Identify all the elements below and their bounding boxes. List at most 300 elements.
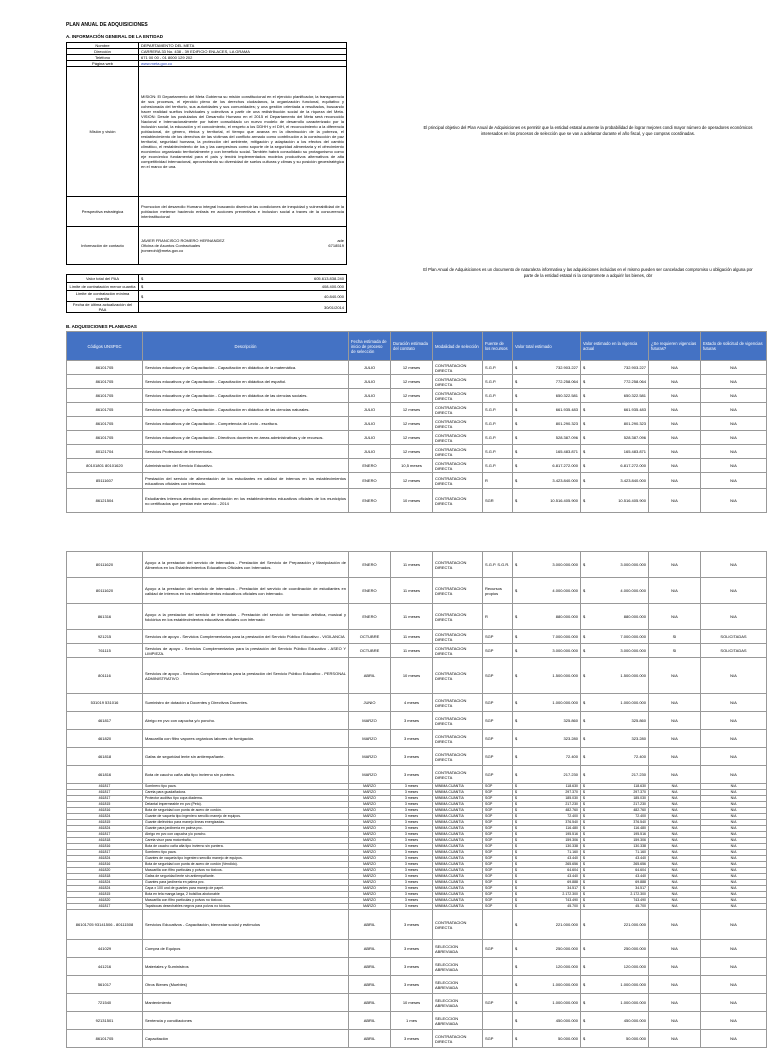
- info-value[interactable]: www.meta.gov.co: [139, 61, 347, 67]
- cell-current-value-money: [583, 478, 646, 483]
- header-description: Descripción: [143, 332, 349, 361]
- cell-total-value-amount: 217.230: [563, 772, 578, 777]
- cell-unspsc-code: 461816: [67, 862, 143, 868]
- cell-funding-source: [483, 910, 513, 940]
- cell-modality: MINIMA CUANTIA: [433, 874, 483, 880]
- currency-sign: $: [515, 463, 518, 468]
- cell-description: Abrigo en pvc con capucha y/o poncho.: [143, 712, 349, 730]
- cell-total-value: [513, 552, 581, 578]
- cell-start-date: MARZO: [349, 826, 391, 832]
- cell-start-date: ENERO: [349, 552, 391, 578]
- cell-duration: 3 meses: [391, 844, 433, 850]
- cell-start-date: MARZO: [349, 898, 391, 904]
- cell-current-value-amount: 217.230: [633, 802, 646, 806]
- currency-sign: $: [515, 982, 518, 987]
- valor-row: [67, 275, 347, 283]
- cell-future-status: N/A: [701, 473, 767, 489]
- currency-sign: $: [583, 1000, 586, 1005]
- cell-total-value-money: [515, 790, 578, 795]
- cell-current-value-money: [583, 1000, 646, 1005]
- cell-modality: MINIMA CUANTIA: [433, 784, 483, 790]
- cell-current-value-amount: 482.760: [633, 808, 646, 812]
- contacto-value: [139, 227, 347, 265]
- cell-total-value-amount: 195.516: [565, 832, 578, 836]
- cell-unspsc-code: 86101705: [67, 361, 143, 375]
- cell-modality: MINIMA CUANTIA: [433, 886, 483, 892]
- cell-unspsc-code: 80111620: [67, 552, 143, 578]
- cell-future-required: N/A: [649, 417, 701, 431]
- currency-sign: $: [515, 844, 517, 848]
- currency-sign: $: [515, 874, 517, 878]
- cell-funding-source: SGP: [483, 904, 513, 910]
- cell-description: Guante dieléctrico para manejo líneas energizadas.: [143, 820, 349, 826]
- currency-sign: $: [515, 784, 517, 788]
- cell-future-required: N/A: [649, 958, 701, 976]
- valor-amount: 605.613.838.240: [313, 276, 344, 281]
- acquisition-row: [67, 417, 767, 431]
- section-a-title: A. INFORMACIÓN GENERAL DE LA ENTIDAD: [66, 34, 164, 39]
- cell-modality: CONTRATACION DIRECTA: [433, 403, 483, 417]
- cell-total-value: [513, 630, 581, 644]
- cell-modality: SELECCION ABREVIADA: [433, 940, 483, 958]
- cell-funding-source: R: [483, 604, 513, 630]
- cell-description: Sombrero tipo pava.: [143, 850, 349, 856]
- cell-total-value-money: [515, 365, 578, 370]
- valor-money: [141, 294, 344, 299]
- cell-future-status: N/A: [701, 604, 767, 630]
- cell-future-status: N/A: [701, 489, 767, 513]
- cell-start-date: ENERO: [349, 459, 391, 473]
- cell-future-status: N/A: [701, 578, 767, 604]
- cell-duration: 1 mes: [391, 1012, 433, 1030]
- valor-amount: 40.840.000: [323, 293, 344, 299]
- contact-email[interactable]: jromerohl@meta.gov.co: [141, 248, 184, 253]
- cell-unspsc-code: 461818: [67, 874, 143, 880]
- cell-future-status: N/A: [701, 844, 767, 850]
- currency-sign: $: [515, 379, 518, 384]
- cell-funding-source: SGP: [483, 802, 513, 808]
- acquisition-row: [67, 489, 767, 513]
- cell-modality: MINIMA CUANTIA: [433, 808, 483, 814]
- currency-sign: $: [583, 850, 585, 854]
- cell-current-value-money: [583, 379, 646, 384]
- cell-current-value-amount: 120.000.000: [623, 964, 646, 969]
- cell-total-value: [513, 417, 581, 431]
- cell-funding-source: SGP: [483, 658, 513, 694]
- currency-sign: $: [515, 614, 518, 619]
- cell-total-value-amount: 661.935.483: [555, 407, 578, 412]
- cell-current-value: [581, 489, 649, 513]
- cell-unspsc-code: 461817: [67, 784, 143, 790]
- currency-sign: $: [515, 365, 518, 370]
- cell-current-value-amount: 10.516.405.900: [618, 498, 646, 503]
- cell-current-value-amount: 450.000.000: [623, 1018, 646, 1023]
- cell-unspsc-code: 461824: [67, 886, 143, 892]
- valor-row: [67, 283, 347, 291]
- cell-future-required: N/A: [649, 856, 701, 862]
- cell-description: Estudiantes internos atendidos con alimentación en los establecimientos educativos oficiales de los municipios no certificados que prestan este servicio - 2014: [143, 489, 349, 513]
- currency-sign: $: [583, 844, 585, 848]
- cell-total-value-money: [515, 838, 578, 843]
- cell-unspsc-code: 461818: [67, 838, 143, 844]
- cell-current-value-amount: 1.000.000.000: [620, 1000, 646, 1005]
- cell-unspsc-code: 461816: [67, 844, 143, 850]
- cell-future-status: N/A: [701, 862, 767, 868]
- acquisition-row: [67, 361, 767, 375]
- cell-total-value-money: [515, 634, 578, 639]
- cell-current-value-amount: 72.400: [635, 814, 646, 818]
- cell-duration: 3 meses: [391, 790, 433, 796]
- cell-unspsc-code: 921215: [67, 630, 143, 644]
- cell-current-value-amount: 2.172.300: [630, 892, 646, 896]
- currency-sign: $: [515, 634, 518, 639]
- cell-future-status: N/A: [701, 796, 767, 802]
- cell-modality: MINIMA CUANTIA: [433, 832, 483, 838]
- currency-sign: $: [583, 673, 586, 678]
- currency-sign: $: [583, 838, 585, 842]
- cell-funding-source: SGP: [483, 630, 513, 644]
- cell-funding-source: SGP: [483, 730, 513, 748]
- cell-future-required: N/A: [649, 361, 701, 375]
- currency-sign: $: [583, 498, 586, 503]
- cell-current-value-amount: 801.290.323: [623, 421, 646, 426]
- cell-unspsc-code: 80111620: [67, 578, 143, 604]
- cell-current-value-money: [583, 784, 646, 789]
- cell-description: Delantal impermeable en pvc (Peto).: [143, 802, 349, 808]
- cell-current-value-amount: 661.935.483: [623, 407, 646, 412]
- cell-start-date: JULIO: [349, 445, 391, 459]
- mision-label: Misión y visión: [67, 67, 139, 197]
- contact-office-text: Oficina de Asuntos Contractuales: [141, 243, 201, 248]
- cell-future-required: N/A: [649, 790, 701, 796]
- currency-sign: $: [515, 850, 517, 854]
- cell-total-value-amount: 325.860: [563, 718, 578, 723]
- cell-unspsc-code: 92131501: [67, 1012, 143, 1030]
- cell-future-required: N/A: [649, 820, 701, 826]
- cell-unspsc-code: 85111607: [67, 473, 143, 489]
- valor-value: [139, 283, 347, 291]
- cell-unspsc-code: 86121504: [67, 489, 143, 513]
- cell-future-required: N/A: [649, 578, 701, 604]
- cell-duration: 3 meses: [391, 874, 433, 880]
- cell-duration: 3 meses: [391, 730, 433, 748]
- cell-duration: 10 meses: [391, 658, 433, 694]
- planned-acquisitions-table-continued: [66, 551, 767, 1048]
- cell-current-value-amount: 6.817.272.000: [620, 463, 646, 468]
- cell-current-value-money: [583, 1036, 646, 1041]
- cell-duration: 3 meses: [391, 850, 433, 856]
- cell-future-status: N/A: [701, 886, 767, 892]
- cell-unspsc-code: 461824: [67, 856, 143, 862]
- cell-current-value-amount: 71.160: [635, 850, 646, 854]
- entity-info-table: [66, 42, 347, 313]
- cell-total-value-money: [515, 886, 578, 891]
- cell-start-date: MARZO: [349, 862, 391, 868]
- cell-funding-source: SGP: [483, 694, 513, 712]
- cell-future-status: N/A: [701, 1012, 767, 1030]
- cell-funding-source: S.G.P.: [483, 403, 513, 417]
- cell-total-value: [513, 459, 581, 473]
- cell-unspsc-code: 80101801 80101620: [67, 459, 143, 473]
- cell-duration: 11 meses: [391, 644, 433, 658]
- header-source: Fuente de los recursos: [483, 332, 513, 361]
- cell-total-value-amount: 3.000.000.000: [552, 648, 578, 653]
- cell-total-value-money: [515, 904, 578, 909]
- cell-start-date: MARZO: [349, 712, 391, 730]
- cell-start-date: MARZO: [349, 784, 391, 790]
- cell-funding-source: Recursos propios: [483, 578, 513, 604]
- cell-funding-source: SGP: [483, 826, 513, 832]
- cell-start-date: MARZO: [349, 814, 391, 820]
- cell-description: Tapabocas desechables negros para polvos no tóxicos.: [143, 904, 349, 910]
- currency-sign: $: [583, 588, 586, 593]
- cell-total-value-amount: 45.700: [567, 904, 578, 908]
- cell-future-required: N/A: [649, 375, 701, 389]
- cell-future-status: N/A: [701, 874, 767, 880]
- cell-current-value-amount: 376.540: [633, 820, 646, 824]
- cell-start-date: JULIO: [349, 431, 391, 445]
- currency-sign: $: [141, 276, 144, 281]
- cell-total-value-amount: 482.760: [565, 808, 578, 812]
- perspectiva-label: Perspectiva estratégica: [67, 197, 139, 227]
- cell-current-value-amount: 297.370: [633, 790, 646, 794]
- cell-funding-source: SGP: [483, 856, 513, 862]
- cell-current-value-amount: 3.000.000.000: [620, 562, 646, 567]
- cell-modality: MINIMA CUANTIA: [433, 802, 483, 808]
- cell-future-status: N/A: [701, 375, 767, 389]
- currency-sign: $: [583, 868, 585, 872]
- info-value: DEPARTAMENTO DEL META: [139, 43, 347, 49]
- mision-text: MISION: El Departamento del Meta Gobierna su misión constitucional en el ejercicio planificador, la transparencia de sus procesos, el ejercicio pleno de los derechos ciudadanos, la organización funcional, equitativo y cohesionada del territorio, sus autoridades y sus comunidades; y una gestión orientada a resultados, buscando hacer realidad sueños individuales y colectivos a partir de una redistribución social de la riqueza del Meta. VISION: Desde los postulados del Desarrollo Humano en el 2015 el Departamento del Meta será reconocido Nacional e Internacionalmente por haber consolidado un nuevo modelo de desarrollo caracterizado por la inclusión social, la educación y el conocimiento, el respeto a los DDHH y el DIH, el reconocimiento a la diferencia poblacional, de género, étnica y territorial, el tiempo que avanza en la disminución de la pobreza, el restablecimiento de los derechos de las víctimas del conflicto armado como contribución a la construcción de paz territorial, seguridad humana, la protección del ambiente, mitigación y adaptación a los efectos del cambio climático, el restablecimiento de los y las campesinos como soporte de la seguridad alimentaria y el ofrecimiento económico organizado territorialmente y con beneficio social. También habrá consolidado su protagonismo como eje económico fundamental para el país y tendrá implementados modelos productivos alternativos de alta competitividad internacional, aprovechando su diversidad de suelos culturas y climas y su posición geoestratégica en el marco de una.: [139, 67, 347, 197]
- cell-total-value-money: [515, 784, 578, 789]
- currency-sign: $: [583, 922, 586, 927]
- cell-future-required: N/A: [649, 784, 701, 790]
- cell-total-value: [513, 766, 581, 784]
- acquisition-row: [67, 578, 767, 604]
- cell-current-value-amount: 34.517: [635, 886, 646, 890]
- cell-current-value-amount: 3.423.840.000: [620, 478, 646, 483]
- cell-total-value-amount: 10.516.405.900: [550, 498, 578, 503]
- cell-start-date: MARZO: [349, 874, 391, 880]
- currency-sign: $: [583, 435, 586, 440]
- cell-total-value-amount: 3.000.000.000: [552, 562, 578, 567]
- currency-sign: $: [515, 736, 518, 741]
- acquisition-row: [67, 431, 767, 445]
- currency-sign: $: [515, 862, 517, 866]
- cell-current-value-money: [583, 754, 646, 759]
- currency-sign: $: [515, 886, 517, 890]
- valor-label: Valor total del PAA: [67, 275, 139, 283]
- cell-start-date: MARZO: [349, 796, 391, 802]
- cell-future-status: N/A: [701, 445, 767, 459]
- cell-total-value-money: [515, 850, 578, 855]
- cell-future-status: N/A: [701, 958, 767, 976]
- cell-future-status: N/A: [701, 838, 767, 844]
- cell-total-value-amount: 120.000.000: [555, 964, 578, 969]
- cell-current-value-money: [583, 562, 646, 567]
- cell-current-value-money: [583, 826, 646, 831]
- cell-future-required: N/A: [649, 844, 701, 850]
- cell-current-value-amount: 118.630: [633, 784, 646, 788]
- perspectiva-text: Promocion del desarrollo Humano integral buscando disminuir las condiciones de inequidad y vulnerabilidad de la poblacion metense haciendo enfasis en acciones preventivas e inclusion social a traves de la concurrencia interinstitucional: [139, 197, 347, 227]
- currency-sign: $: [583, 1018, 586, 1023]
- cell-current-value-amount: 165.483.871: [623, 449, 646, 454]
- cell-modality: MINIMA CUANTIA: [433, 826, 483, 832]
- currency-sign: $: [583, 880, 585, 884]
- cell-total-value: [513, 375, 581, 389]
- cell-current-value-amount: 880.000.000: [623, 614, 646, 619]
- cell-total-value-amount: 43.440: [567, 874, 578, 878]
- cell-description: Sombrero tipo pava.: [143, 784, 349, 790]
- cell-duration: 3 meses: [391, 880, 433, 886]
- cell-funding-source: [483, 1012, 513, 1030]
- cell-start-date: ABRIL: [349, 1012, 391, 1030]
- cell-total-value-money: [515, 463, 578, 468]
- info-label: Dirección: [67, 49, 139, 55]
- cell-future-required: N/A: [649, 874, 701, 880]
- cell-total-value-money: [515, 874, 578, 879]
- cell-duration: 3 meses: [391, 904, 433, 910]
- cell-future-required: N/A: [649, 459, 701, 473]
- cell-funding-source: [483, 958, 513, 976]
- cell-description: Servicios educativos y de Capacitación - Capacitación en didáctica del español.: [143, 375, 349, 389]
- currency-sign: $: [583, 790, 585, 794]
- cell-modality: CONTRATACION DIRECTA: [433, 712, 483, 730]
- cell-future-status: N/A: [701, 389, 767, 403]
- header-future-status: Estado de solicitud de vigencias futuras: [701, 332, 767, 361]
- cell-unspsc-code: 461817: [67, 790, 143, 796]
- currency-sign: $: [583, 796, 585, 800]
- currency-sign: $: [515, 796, 517, 800]
- cell-current-value-amount: 1.000.000.000: [620, 700, 646, 705]
- informative-note: El Plan Anual de Adquisiciones es un documento de naturaleza informativa y las adquisiciones incluidas en el mismo pueden ser canceladas compromiso u obligación alguna por parte de la entidad estatal ni la compromete a adquirir los bienes, obr: [423, 267, 753, 278]
- cell-modality: SELECCION ABREVIADA: [433, 976, 483, 994]
- cell-current-value-amount: 772.258.064: [623, 379, 646, 384]
- cell-current-value-money: [583, 862, 646, 867]
- cell-start-date: ENERO: [349, 604, 391, 630]
- cell-current-value-money: [583, 435, 646, 440]
- cell-unspsc-code: 461815: [67, 892, 143, 898]
- cell-current-value-money: [583, 796, 646, 801]
- cell-funding-source: SGP: [483, 880, 513, 886]
- cell-funding-source: SGP: [483, 796, 513, 802]
- cell-total-value-amount: 43.440: [567, 856, 578, 860]
- cell-total-value-money: [515, 832, 578, 837]
- currency-sign: $: [515, 754, 518, 759]
- cell-current-value: [581, 1030, 649, 1048]
- cell-future-status: SOLICITADAS: [701, 630, 767, 644]
- cell-funding-source: SGP: [483, 994, 513, 1012]
- currency-sign: $: [583, 718, 586, 723]
- cell-total-value-amount: 801.290.323: [555, 421, 578, 426]
- cell-current-value-money: [583, 820, 646, 825]
- currency-sign: $: [583, 808, 585, 812]
- cell-future-status: N/A: [701, 766, 767, 784]
- cell-funding-source: S.G.P.: [483, 459, 513, 473]
- cell-unspsc-code: 86101705: [67, 403, 143, 417]
- currency-sign: $: [583, 982, 586, 987]
- cell-modality: MINIMA CUANTIA: [433, 868, 483, 874]
- cell-modality: MINIMA CUANTIA: [433, 880, 483, 886]
- cell-description: Mantenimiento: [143, 994, 349, 1012]
- cell-start-date: MARZO: [349, 844, 391, 850]
- page-title: PLAN ANUAL DE ADQUISICIONES: [66, 22, 148, 28]
- cell-unspsc-code: 721540: [67, 994, 143, 1012]
- cell-funding-source: SGR: [483, 489, 513, 513]
- cell-future-status: N/A: [701, 820, 767, 826]
- cell-modality: SELECCION ABREVIADA: [433, 994, 483, 1012]
- cell-current-value-money: [583, 868, 646, 873]
- cell-future-required: N/A: [649, 766, 701, 784]
- cell-unspsc-code: 86101705: [67, 431, 143, 445]
- cell-current-value-money: [583, 850, 646, 855]
- cell-future-required: N/A: [649, 403, 701, 417]
- valor-money: [141, 284, 344, 289]
- cell-current-value-money: [583, 808, 646, 813]
- cell-modality: MINIMA CUANTIA: [433, 820, 483, 826]
- cell-description: Careta visor para motorrbaño.: [143, 838, 349, 844]
- currency-sign: $: [583, 614, 586, 619]
- cell-current-value: [581, 958, 649, 976]
- cell-total-value-amount: 2.172.300: [562, 892, 578, 896]
- cell-description: Administración del Servicio Educativo.: [143, 459, 349, 473]
- acquisition-row: [67, 940, 767, 958]
- cell-future-required: N/A: [649, 826, 701, 832]
- cell-funding-source: SGP: [483, 1030, 513, 1048]
- acquisition-row: [67, 403, 767, 417]
- cell-start-date: JULIO: [349, 361, 391, 375]
- cell-unspsc-code: 461818: [67, 748, 143, 766]
- cell-future-required: N/A: [649, 389, 701, 403]
- cell-total-value-amount: 528.387.096: [555, 435, 578, 440]
- cell-total-value-money: [515, 862, 578, 867]
- cell-future-required: N/A: [649, 814, 701, 820]
- currency-sign: $: [583, 904, 585, 908]
- currency-sign: $: [583, 449, 586, 454]
- cell-future-status: N/A: [701, 431, 767, 445]
- cell-current-value-money: [583, 982, 646, 987]
- cell-start-date: ABRIL: [349, 910, 391, 940]
- cell-duration: 3 meses: [391, 1030, 433, 1048]
- currency-sign: $: [515, 820, 517, 824]
- cell-unspsc-code: 801116: [67, 658, 143, 694]
- cell-current-value: [581, 940, 649, 958]
- cell-funding-source: SGP: [483, 644, 513, 658]
- header-total: Valor total estimado: [513, 332, 581, 361]
- cell-future-required: SI: [649, 644, 701, 658]
- cell-funding-source: SGP: [483, 832, 513, 838]
- cell-future-required: N/A: [649, 880, 701, 886]
- cell-total-value-money: [515, 892, 578, 897]
- cell-duration: 3 meses: [391, 898, 433, 904]
- cell-total-value-amount: 1.000.000.000: [552, 982, 578, 987]
- cell-future-status: N/A: [701, 940, 767, 958]
- currency-sign: $: [515, 832, 517, 836]
- header-modality: Modalidad de selección: [433, 332, 483, 361]
- cell-future-required: N/A: [649, 838, 701, 844]
- cell-description: Suministro de dotación a Docentes y Directivos Docentes.: [143, 694, 349, 712]
- cell-current-value-money: [583, 421, 646, 426]
- cell-start-date: MARZO: [349, 790, 391, 796]
- cell-current-value-amount: 732.903.227: [623, 365, 646, 370]
- cell-description: Protector auditivo tipo copa diadema.: [143, 796, 349, 802]
- cell-total-value: [513, 976, 581, 994]
- cell-current-value-amount: 45.700: [635, 904, 646, 908]
- valor-money: [141, 276, 344, 281]
- acquisition-row: [67, 604, 767, 630]
- acquisition-row: [67, 473, 767, 489]
- currency-sign: $: [583, 379, 586, 384]
